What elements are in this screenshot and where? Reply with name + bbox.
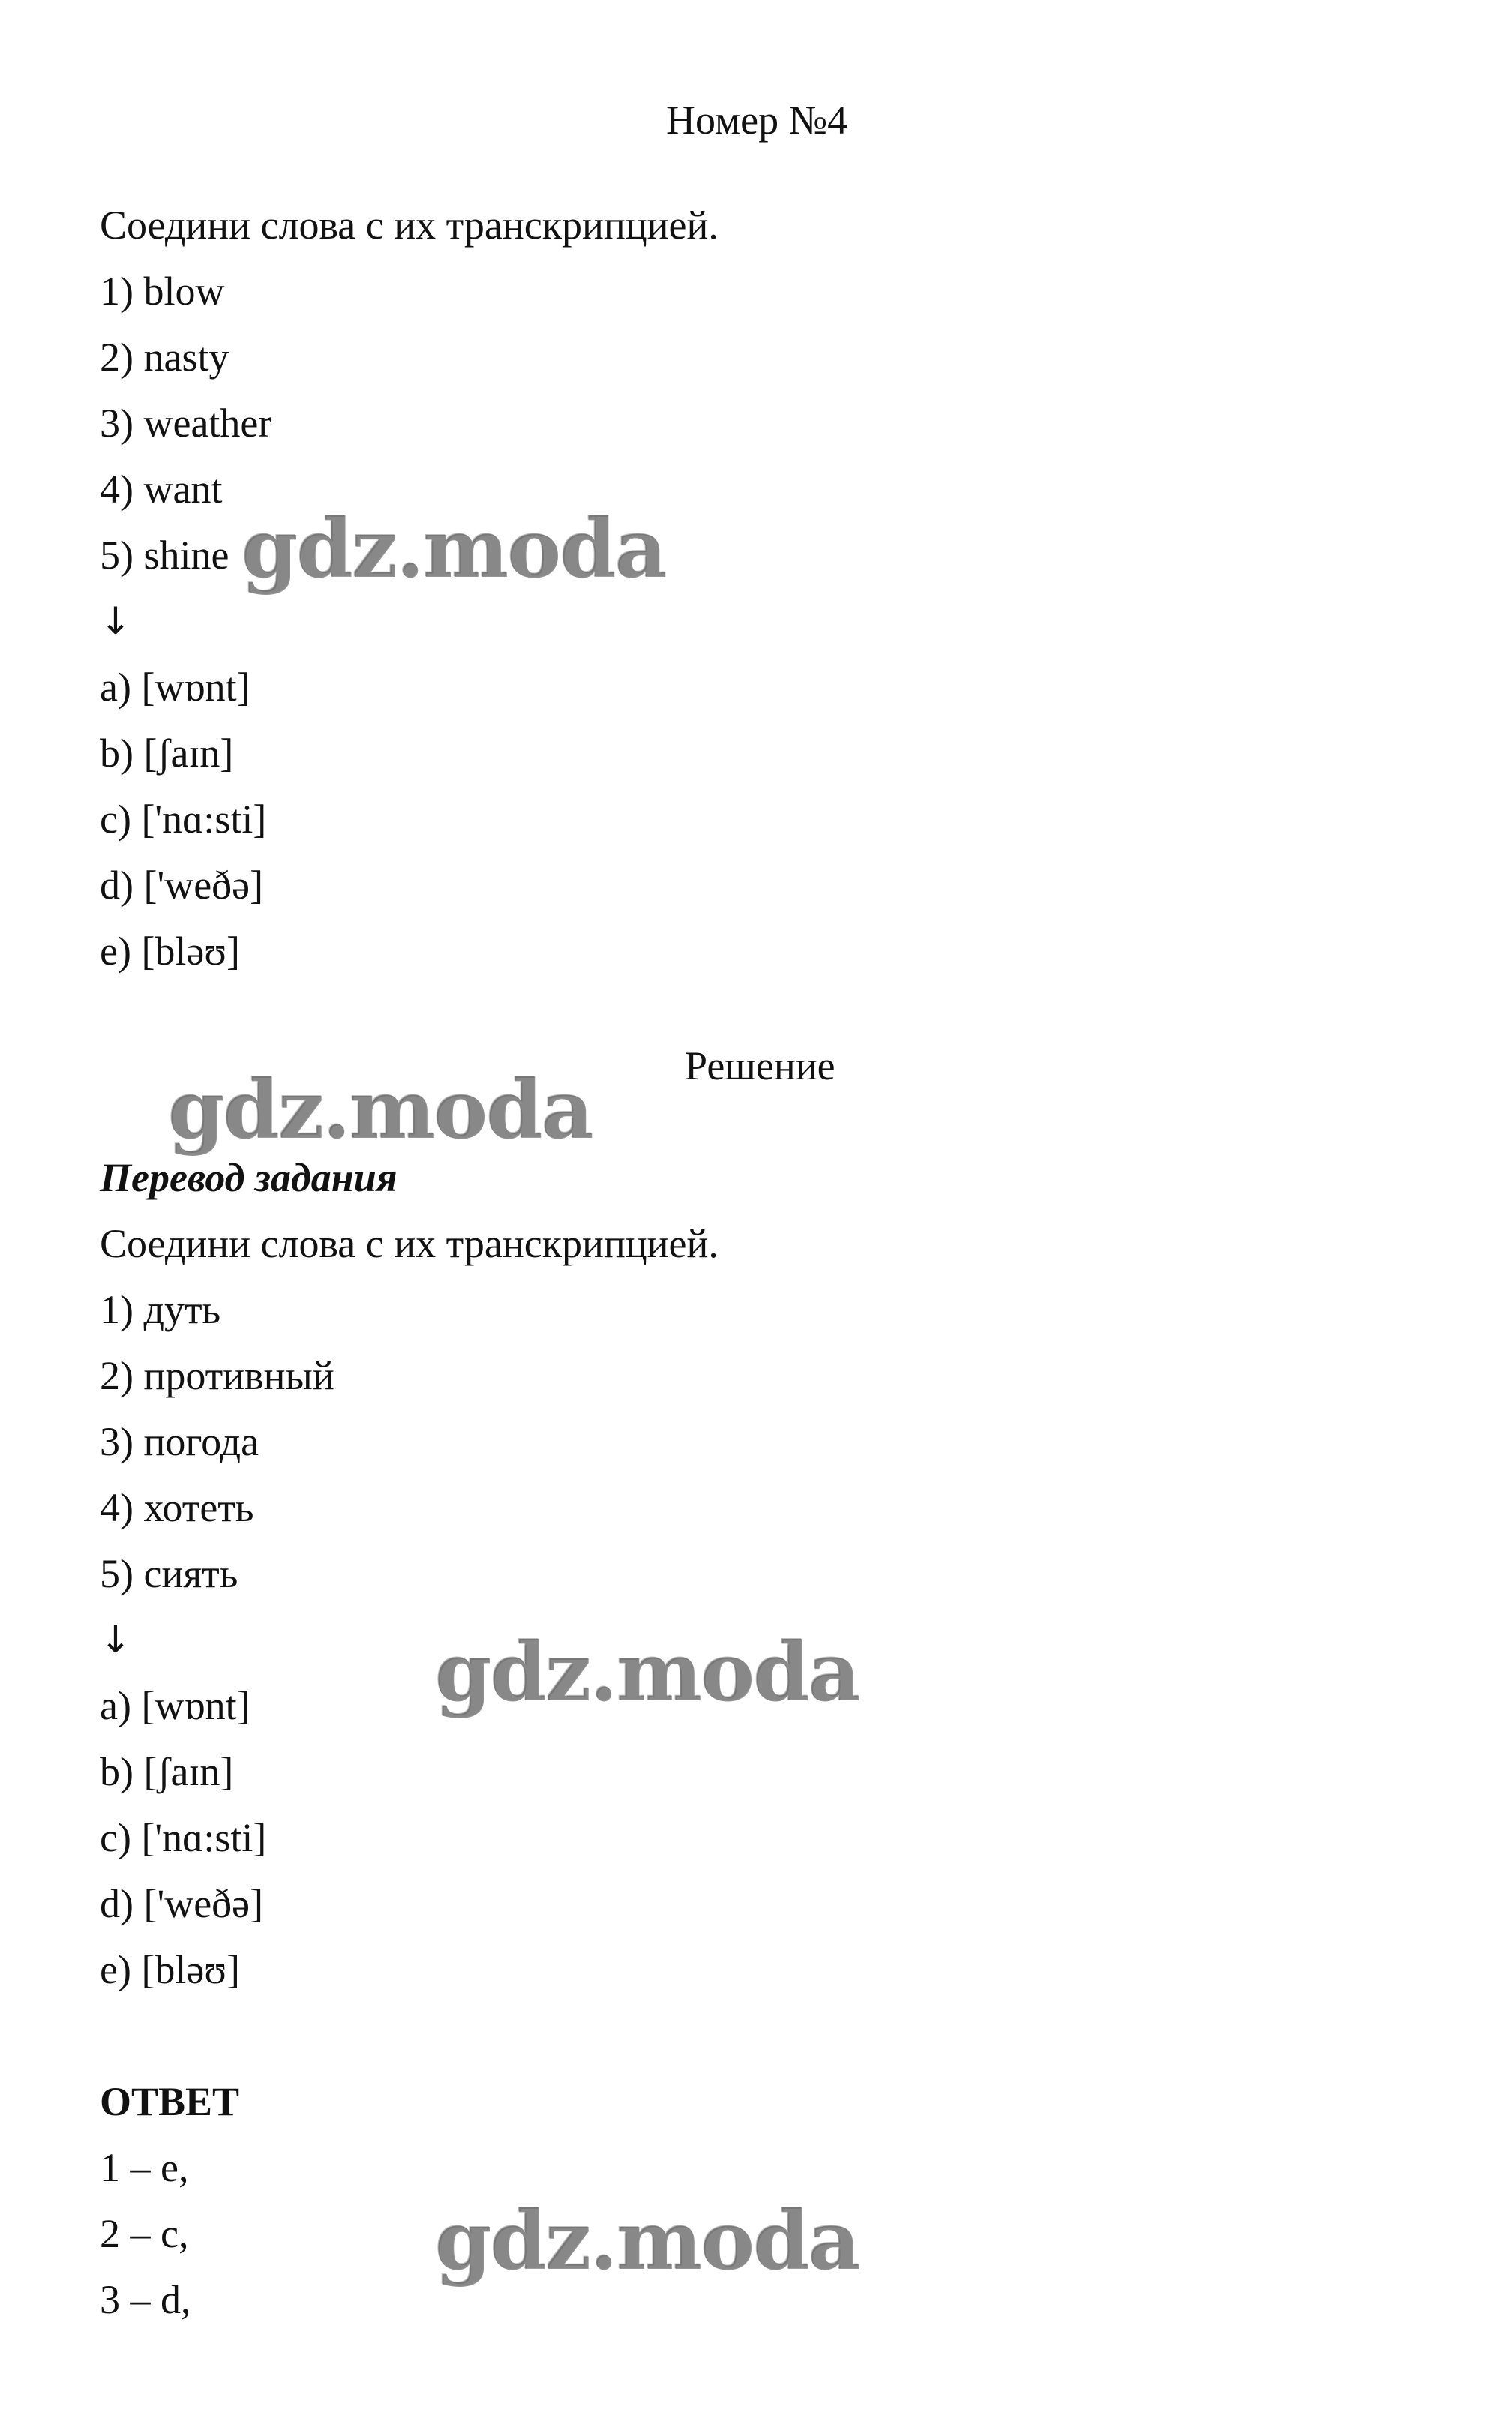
task-word: 3) weather [100, 401, 272, 446]
solution-transcription: e) [bləʊ] [100, 1947, 241, 1992]
solution-word: 1) дуть [100, 1287, 221, 1332]
solution-transcription: b) [ʃaɪn] [100, 1749, 234, 1794]
page-title: Номер №4 [666, 98, 848, 143]
answer-heading: ОТВЕТ [100, 2079, 240, 2124]
task-word: 1) blow [100, 269, 225, 314]
task-transcription: d) ['weðə] [100, 863, 264, 908]
watermark-logo: gdz.moda [435, 1625, 860, 1720]
down-arrow-icon: ↓ [100, 1618, 131, 1661]
task-transcription: a) [wɒnt] [100, 665, 250, 710]
solution-transcription: a) [wɒnt] [100, 1683, 250, 1728]
watermark-logo: gdz.moda [435, 2194, 860, 2288]
task-word: 4) want [100, 467, 223, 512]
solution-instruction: Соедини слова с их транскрипцией. [100, 1221, 718, 1266]
answer-item: 2 – c, [100, 2211, 189, 2256]
solution-transcription: d) ['weðə] [100, 1881, 264, 1926]
watermark-logo: gdz.moda [242, 502, 666, 596]
solution-transcription: c) ['nɑ:sti] [100, 1815, 267, 1860]
down-arrow-icon: ↓ [100, 599, 131, 643]
task-instruction: Соедини слова с их транскрипцией. [100, 203, 718, 248]
answer-item: 3 – d, [100, 2277, 191, 2322]
task-transcription: c) ['nɑ:sti] [100, 797, 267, 842]
task-word: 5) shine [100, 533, 230, 578]
solution-word: 4) хотеть [100, 1485, 254, 1530]
solution-word: 2) противный [100, 1353, 334, 1398]
solution-word: 3) погода [100, 1419, 260, 1464]
task-word: 2) nasty [100, 335, 230, 380]
translation-heading: Перевод задания [100, 1155, 398, 1200]
solution-heading: Решение [685, 1043, 836, 1088]
solution-word: 5) сиять [100, 1551, 238, 1596]
task-transcription: b) [ʃaɪn] [100, 731, 234, 776]
task-transcription: e) [bləʊ] [100, 929, 241, 974]
watermark-logo: gdz.moda [168, 1063, 592, 1157]
answer-item: 1 – e, [100, 2145, 189, 2190]
